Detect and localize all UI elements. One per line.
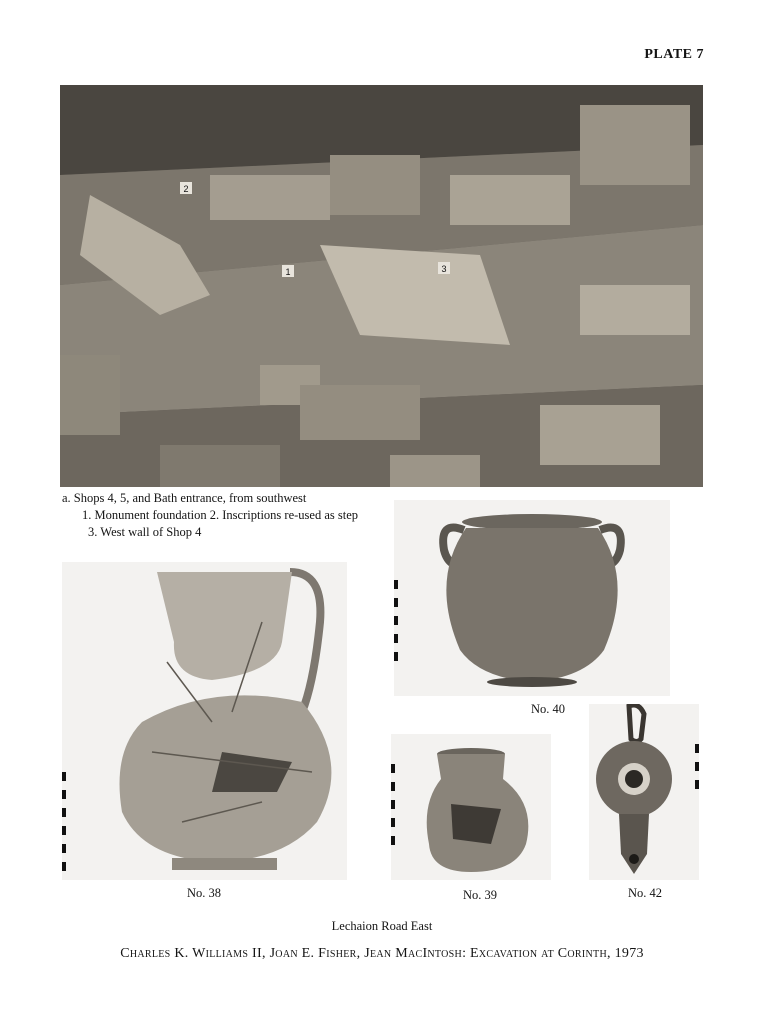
marker-1: 1 (285, 267, 291, 277)
marker-3: 3 (441, 264, 447, 274)
caption-legend-1: 1. Monument foundation 2. Inscriptions re-used as step (82, 508, 358, 522)
object-photo-no42 (589, 704, 699, 880)
caption-legend-2: 3. West wall of Shop 4 (88, 525, 202, 539)
photo-a-caption (62, 490, 358, 541)
caption-title: a. Shops 4, 5, and Bath entrance, from southwest (62, 491, 307, 505)
excavation-photo (60, 85, 703, 487)
object-photo-no40 (394, 500, 670, 696)
marker-2: 2 (183, 184, 189, 194)
label-no40: No. 40 (530, 702, 566, 716)
credit-line: Charles K. Williams II, Joan E. Fisher, Jean MacIntosh: Excavation at Corinth, 1973 (120, 946, 644, 961)
object-photo-no39 (391, 734, 551, 880)
label-no39: No. 39 (462, 888, 498, 902)
object-photo-no38 (62, 562, 347, 880)
label-no38: No. 38 (186, 886, 222, 900)
label-no42: No. 42 (627, 886, 663, 900)
plate-number: PLATE 7 (644, 47, 704, 62)
site-name: Lechaion Road East (331, 919, 433, 933)
